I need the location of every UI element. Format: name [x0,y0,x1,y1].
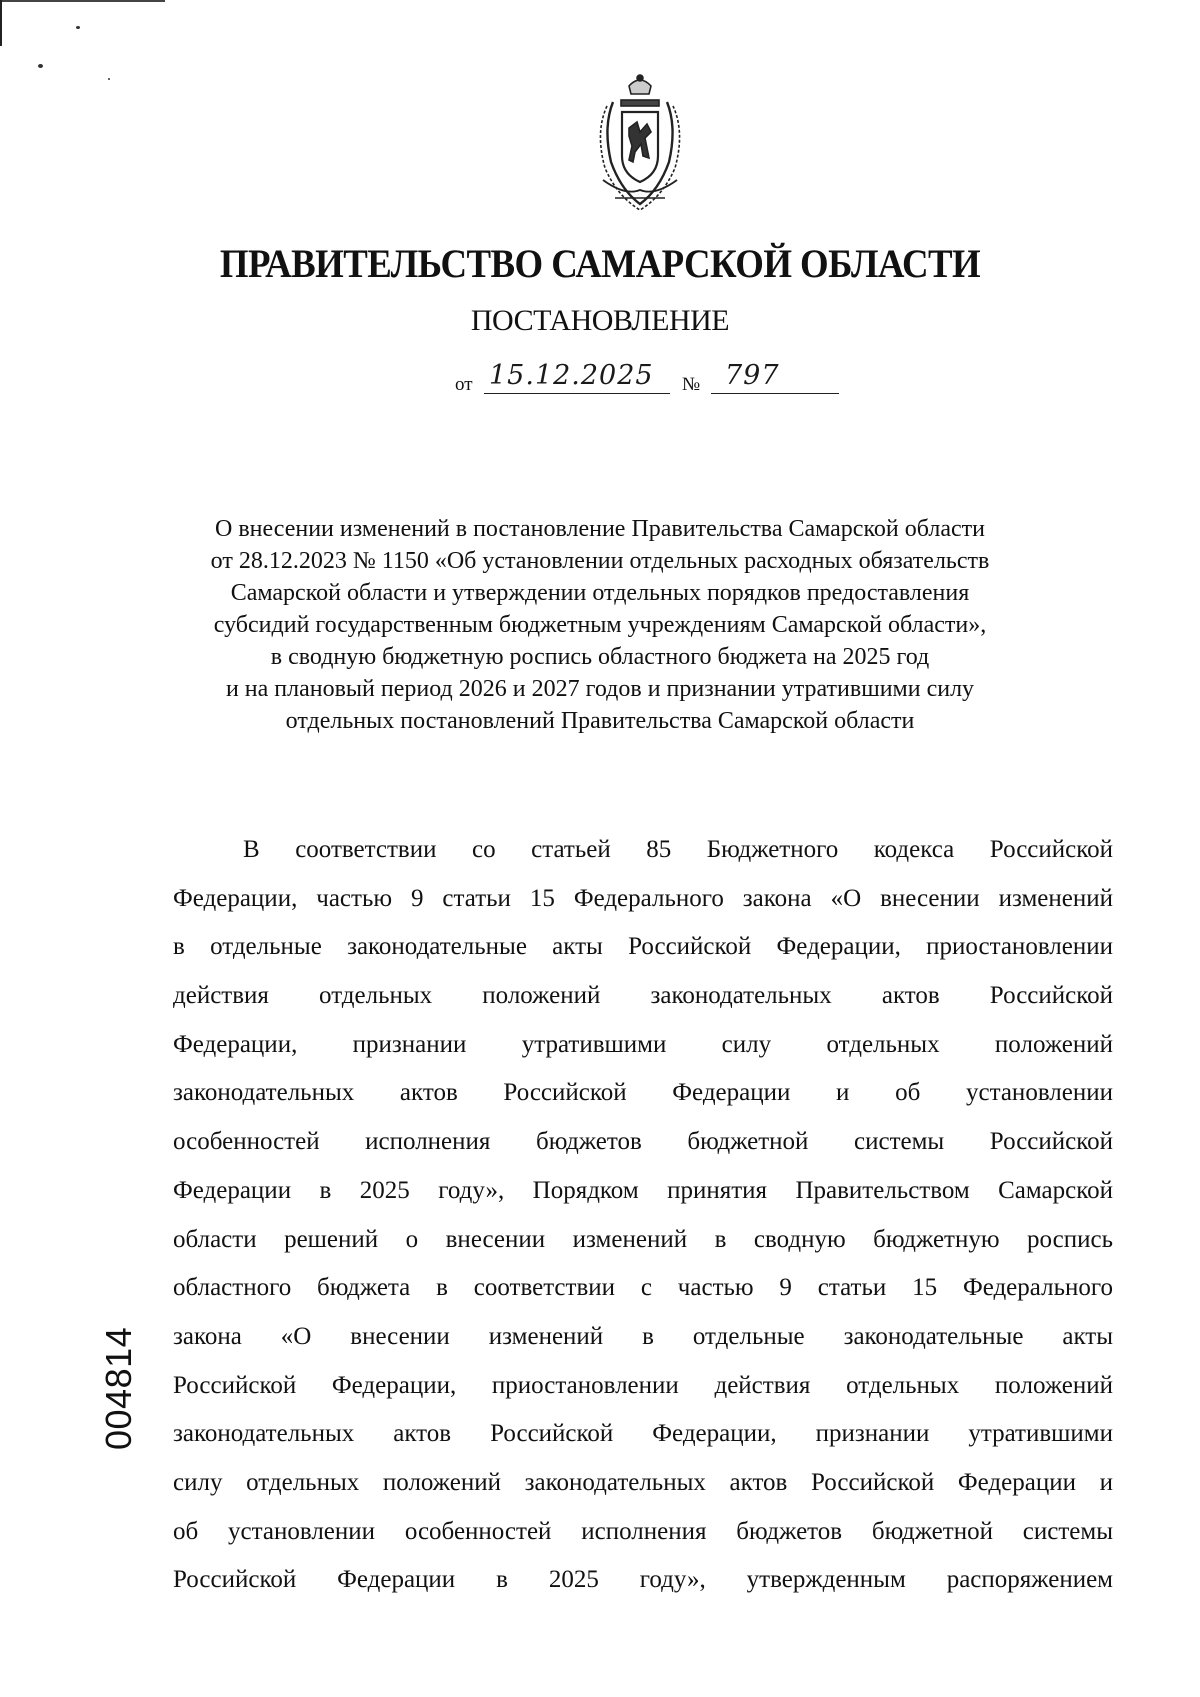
body-line: закона «О внесении изменений в отдельные законодательные акты [173,1322,1113,1350]
body-line: областного бюджета в соответствии с частью 9 статьи 15 Федерального [173,1274,1113,1302]
date-label: от [455,374,473,395]
body-line: Федерации, частью 9 статьи 15 Федерального закона «О внесении изменений [173,884,1113,912]
document-subject [150,513,1050,737]
handwritten-number: 797 [725,360,780,391]
date-underline [484,393,670,394]
subject-line: О внесении изменений в постановление Правительства Самарской области [215,516,985,542]
body-line: Федерации, признании утратившими силу отдельных положений [173,1030,1113,1058]
body-line: законодательных актов Российской Федерации и об установлении [173,1079,1113,1107]
scan-edge-top [0,0,165,2]
body-line: в отдельные законодательные акты Российской Федерации, приостановлении [173,933,1113,961]
body-line: законодательных актов Российской Федерации, признании утратившими [173,1420,1113,1448]
scan-speck [38,64,43,68]
number-label: № [682,374,701,395]
handwritten-date: 15.12.2025 [489,360,654,391]
document-type: ПОСТАНОВЛЕНИЕ [470,304,730,337]
body-line: В соответствии со статьей 85 Бюджетного кодекса Российской [243,836,1113,863]
subject-line: и на плановый период 2026 и 2027 годов и признании утратившими силу [225,676,975,702]
body-line: силу отдельных положений законодательных актов Российской Федерации и [173,1468,1113,1496]
body-line: Федерации в 2025 году», Порядком принятия Правительством Самарской [173,1176,1113,1204]
subject-line: Самарской области и утверждении отдельных порядков предоставления [230,580,970,606]
samara-coat-of-arms-emblem [585,72,695,214]
side-stamp-number: 004814 [98,1326,139,1450]
body-line: об установлении особенностей исполнения бюджетов бюджетной системы [173,1517,1113,1545]
subject-line: отдельных постановлений Правительства Самарской области [285,708,915,734]
scan-edge-left [0,0,5,46]
body-line: области решений о внесении изменений в сводную бюджетную роспись [173,1225,1113,1253]
subject-line: в сводную бюджетную роспись областного бюджета на 2025 год [270,644,930,670]
body-line: действия отдельных положений законодательных актов Российской [173,982,1113,1010]
scan-speck [76,26,80,29]
subject-line: от 28.12.2023 № 1150 «Об установлении отдельных расходных обязательств [210,548,990,574]
subject-line: субсидий государственным бюджетным учреждениям Самарской области», [213,612,987,638]
number-underline [711,393,839,394]
body-line: особенностей исполнения бюджетов бюджетной системы Российской [173,1128,1113,1156]
document-date-number-line [455,360,855,400]
body-line: Российской Федерации, приостановлении действия отдельных положений [173,1371,1113,1399]
scan-speck [108,78,110,80]
body-line: Российской Федерации в 2025 году», утвержденным распоряжением [173,1566,1113,1594]
organization-title: ПРАВИТЕЛЬСТВО САМАРСКОЙ ОБЛАСТИ [219,241,981,286]
document-body [173,826,1113,1605]
